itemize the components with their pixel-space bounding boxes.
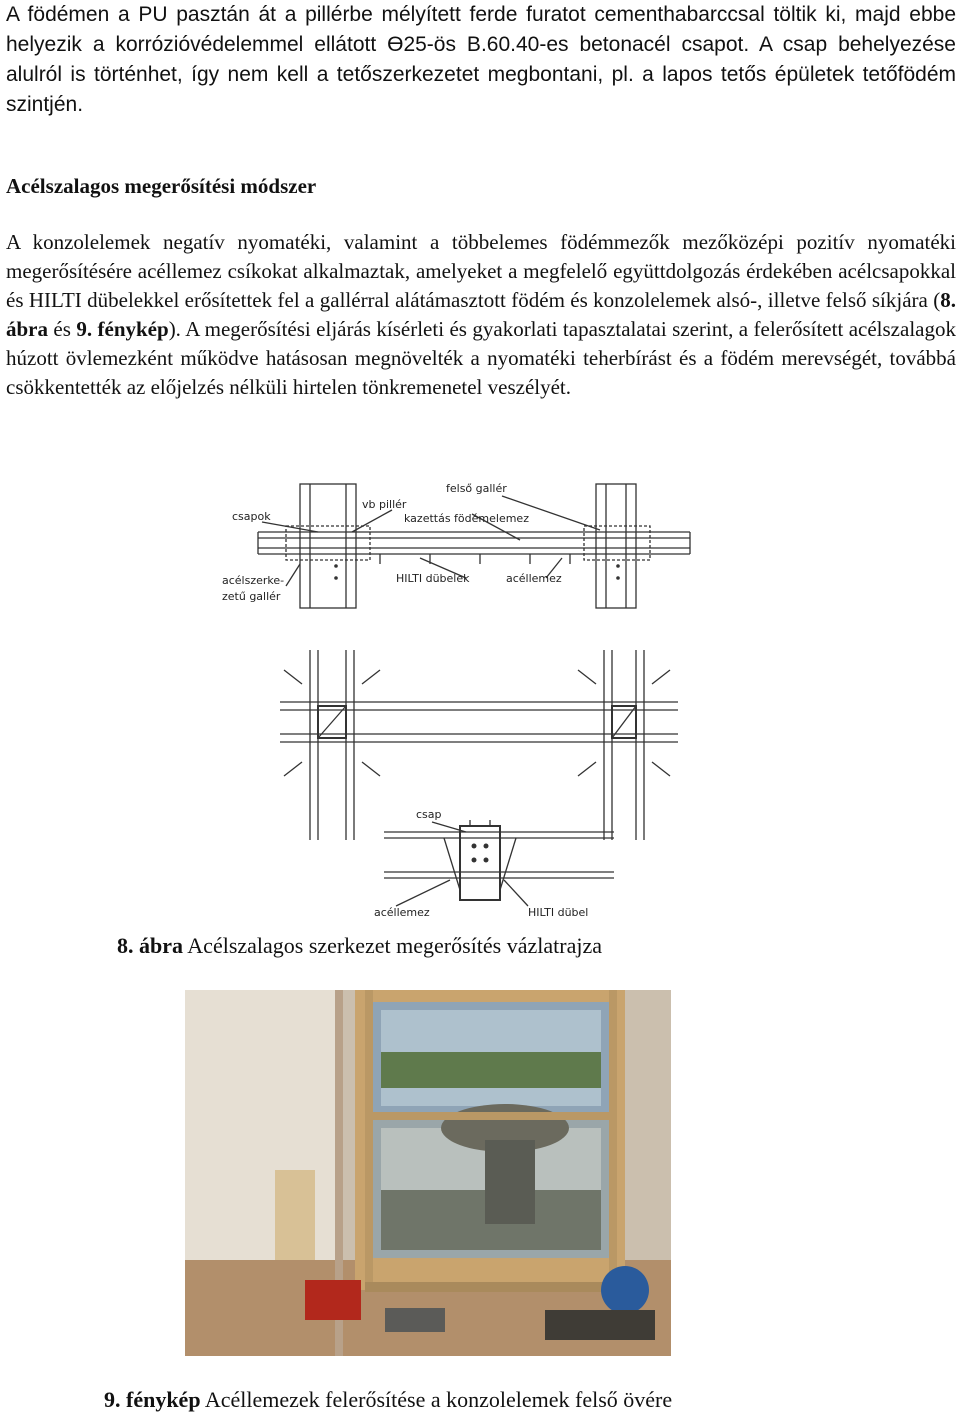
label-vb-piller: vb pillér [362, 498, 407, 511]
photo-9 [185, 990, 671, 1356]
label-csap: csap [416, 808, 442, 821]
label-kazettas: kazettás födémelemez [404, 512, 529, 525]
structural-drawing [0, 470, 960, 930]
photo-9-caption-text: Acéllemezek felerősítése a konzolelemek felső övére [200, 1387, 673, 1412]
figure-8-sketch [0, 470, 960, 930]
figure-8-caption [117, 933, 602, 959]
construction-photo [185, 990, 671, 1356]
label-acellemez-bottom: acéllemez [374, 906, 430, 919]
figure-8-number: 8. ábra [117, 933, 183, 958]
label-gallér: zetű gallér [222, 590, 281, 603]
photo-9-caption [104, 1387, 672, 1413]
body-text-mid: és [48, 317, 77, 341]
label-acellemez-top: acéllemez [506, 572, 562, 585]
figure-8-caption-text: Acélszalagos szerkezet megerősítés vázlatrajza [183, 933, 602, 958]
figure-ref: 8. ábra [6, 288, 956, 341]
section-heading: Acélszalagos megerősítési módszer [6, 174, 317, 198]
label-felso-gallér: felső gallér [446, 482, 507, 495]
label-csapok: csapok [232, 510, 271, 523]
label-hilti-dubel: HILTI dübel [528, 906, 589, 919]
label-hilti-dubelek: HILTI dübelek [396, 572, 470, 585]
intro-paragraph: A födémen a PU pasztán át a pillérbe mélyített ferde furatot cementhabarccsal töltik ki, majd ebbe helyezik a korrózióvédelemmel ellátott Ө25-ös B.60.40-es betonacél csapot. A csap behelyezése alulról is történhet, így nem kell a tetőszerkezetet megbontani, pl. a lapos tetős épületek tetőfödém szintjén. [6, 3, 956, 116]
body-paragraph [6, 228, 956, 402]
body-text-2: ). A megerősítési eljárás kísérleti és gyakorlati tapasztalatai szerint, a felerősített acélszalagok húzott övlemezként működve hatásosan megnövelték a nyomatéki teherbírást és a födém merevségét, továbbá csökkentették az előjelzés nélküli hirtelen tönkremenetel veszélyét. [6, 317, 956, 399]
label-acelszerkezetu: acélszerke- [222, 574, 285, 587]
photo-ref: 9. fénykép [76, 317, 169, 341]
body-text-1: A konzolelemek negatív nyomatéki, valamint a többelemes födémmezők mezőközépi pozitív nyomatéki megerősítésére acéllemez csíkokat alkalmaztak, amelyeket a megfelelő együttdolgozás érdekében acélcsapokkal és HILTI dübelekkel erősítettek fel a gallérral alátámasztott födém és konzolelemek alsó-, illetve felső síkjára ( [6, 230, 956, 312]
photo-9-number: 9. fénykép [104, 1387, 201, 1412]
